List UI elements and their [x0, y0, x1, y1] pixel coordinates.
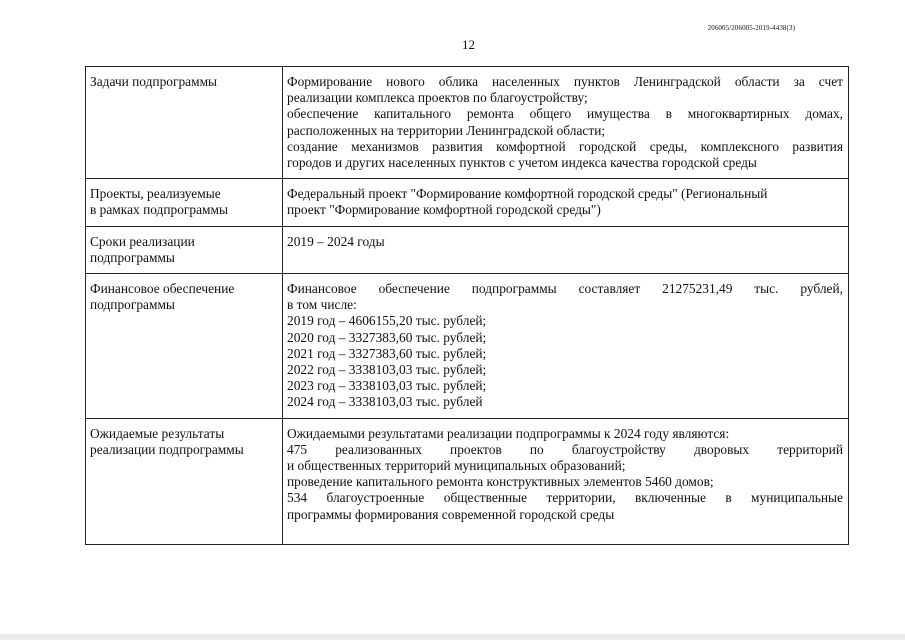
label-line: подпрограммы	[90, 297, 175, 313]
content-line: 2021 год – 3327383,60 тыс. рублей;	[287, 345, 487, 361]
content-line: в том числе:	[287, 297, 357, 313]
row-content	[283, 67, 849, 179]
content-line: 2020 год – 3327383,60 тыс. рублей;	[287, 329, 487, 345]
cell-bottom-space	[287, 523, 843, 537]
label-line: Задачи подпрограммы	[90, 74, 218, 89]
label-line: Финансовое обеспечение	[90, 281, 235, 297]
label-line: Сроки реализации	[90, 233, 195, 249]
content-line: 2023 год – 3338103,03 тыс. рублей;	[287, 378, 487, 394]
document-id: 206005/206005-2019-4438(3)	[707, 24, 795, 32]
content-line: Федеральный проект "Формирование комфортной городской среды" (Региональный	[287, 186, 768, 202]
row-content	[283, 274, 849, 419]
page-bottom-edge	[0, 634, 905, 640]
content-line: проведение капитального ремонта конструктивных элементов 5460 домов;	[287, 474, 714, 490]
label-line: подпрограммы	[90, 249, 175, 265]
content-line: Формирование нового облика населенных пунктов Ленинградской области за счет	[287, 74, 843, 89]
label-line: реализации подпрограммы	[90, 441, 244, 457]
row-label	[86, 226, 283, 273]
row-label	[86, 67, 283, 179]
label-line: Ожидаемые результаты	[90, 425, 225, 441]
table-row-timeframe	[86, 226, 849, 273]
page-number: 12	[462, 37, 475, 52]
content-line: 475 реализованных проектов по благоустройству дворовых территорий	[287, 441, 843, 457]
row-label	[86, 274, 283, 419]
row-content	[283, 226, 849, 273]
content-line: расположенных на территории Ленинградской области;	[287, 122, 606, 138]
content-line: 2019 – 2024 годы	[287, 233, 385, 249]
subprogram-passport-table	[85, 66, 849, 545]
content-line: городов и других населенных пунктов с учетом индекса качества городской среды	[287, 155, 757, 171]
row-label	[86, 179, 283, 226]
content-line: создание механизмов развития комфортной городской среды, комплексного развития	[287, 138, 843, 154]
row-content	[283, 418, 849, 544]
table-row-expected-results	[86, 418, 849, 544]
content-line: 2024 год – 3338103,03 тыс. рублей	[287, 394, 483, 410]
table-row-funding	[86, 274, 849, 419]
content-line: программы формирования современной городской среды	[287, 506, 615, 522]
row-label	[86, 418, 283, 544]
content-line: 534 благоустроенные общественные территории, включенные в муниципальные	[287, 490, 843, 506]
label-line: Проекты, реализуемые	[90, 186, 221, 202]
content-line: реализации комплекса проектов по благоустройству;	[287, 90, 588, 106]
content-line: 2019 год – 4606155,20 тыс. рублей;	[287, 313, 487, 329]
content-line: Ожидаемыми результатами реализации подпрограммы к 2024 году являются:	[287, 425, 730, 441]
row-content	[283, 179, 849, 226]
content-line: проект "Формирование комфортной городской среды")	[287, 202, 601, 218]
content-line: 2022 год – 3338103,03 тыс. рублей;	[287, 362, 487, 378]
content-line: Финансовое обеспечение подпрограммы составляет 21275231,49 тыс. рублей,	[287, 281, 843, 297]
content-line: обеспечение капитального ремонта общего имущества в многоквартирных домах,	[287, 106, 843, 122]
table-row-tasks	[86, 67, 849, 179]
content-line: и общественных территорий муниципальных образований;	[287, 458, 626, 474]
label-line: в рамках подпрограммы	[90, 202, 228, 218]
table-row-projects	[86, 179, 849, 226]
